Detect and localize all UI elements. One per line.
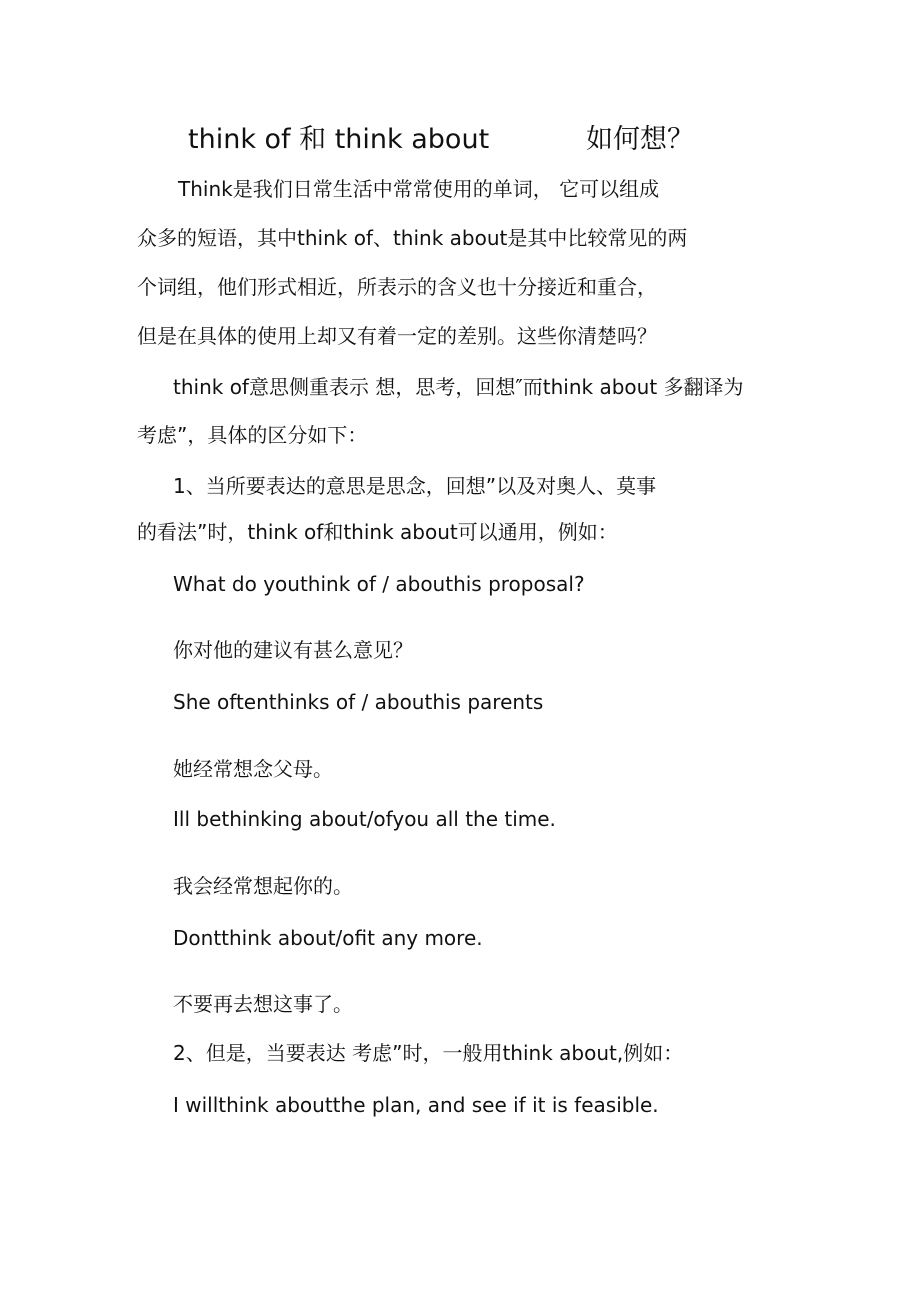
- intro-line-4: 但是在具体的使用上却又有着一定的差别。这些你清楚吗？: [137, 324, 657, 348]
- distinction-line-2: 考虑”，具体的区分如下：: [137, 423, 368, 447]
- example-2-english: She oftenthinks of / abouthis parents: [173, 690, 544, 714]
- example-4-chinese: 不要再去想这事了。: [173, 992, 353, 1016]
- example-1-chinese: 你对他的建议有甚么意见？: [173, 638, 413, 662]
- example-5-english: I willthink aboutthe plan, and see if it is feasible.: [173, 1093, 659, 1117]
- title-chinese: 如何想？: [586, 124, 694, 155]
- example-1-english: What do youthink of / abouthis proposal?: [173, 572, 585, 596]
- intro-line-1: Think是我们日常生活中常常使用的单词， 它可以组成: [178, 177, 660, 201]
- point-1-line-1: 1、当所要表达的意思是思念，回想”以及对奥人、莫事: [173, 474, 657, 498]
- title-english: think of 和 think about: [188, 124, 490, 155]
- intro-line-3: 个词组，他们形式相近，所表示的含义也十分接近和重合，: [137, 275, 657, 299]
- point-1-line-2: 的看法”时，think of和think about可以通用，例如：: [137, 520, 618, 544]
- distinction-line-1: think of意思侧重表示 想，思考，回想″而think about 多翻译为: [173, 375, 744, 399]
- point-2-line-1: 2、但是，当要表达 考虑”时，一般用think about,例如：: [173, 1041, 684, 1065]
- example-3-chinese: 我会经常想起你的。: [173, 874, 353, 898]
- intro-line-2: 众多的短语，其中think of、think about是其中比较常见的两: [137, 226, 688, 250]
- example-4-english: Dontthink about/ofit any more.: [173, 926, 483, 950]
- example-3-english: Ill bethinking about/ofyou all the time.: [173, 807, 556, 831]
- example-2-chinese: 她经常想念父母。: [173, 757, 333, 781]
